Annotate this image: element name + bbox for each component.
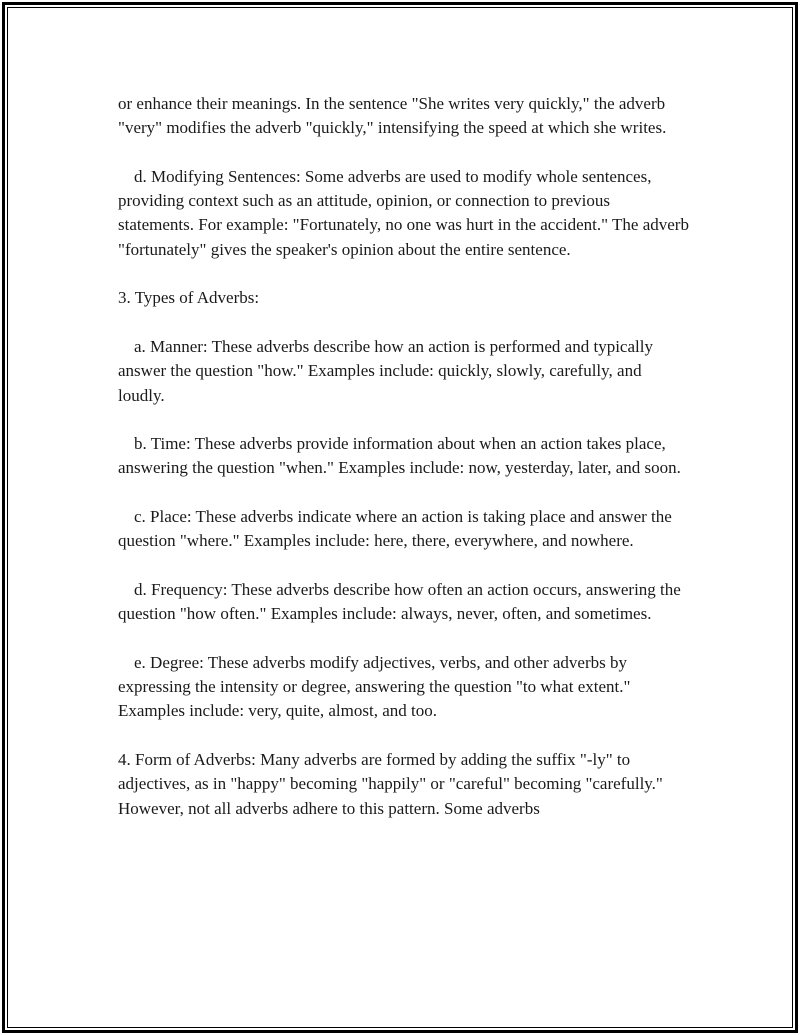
paragraph-frequency: d. Frequency: These adverbs describe how often an action occurs, answering the question "how often." Examples include: always, never, often, and sometimes. — [118, 579, 681, 624]
paragraph-manner: a. Manner: These adverbs describe how an action is performed and typically answer the question "how." Examples include: quickly, slowly, carefully, and loudly. — [118, 336, 653, 405]
paragraph-form-of-adverbs: 4. Form of Adverbs: Many adverbs are formed by adding the suffix "-ly" to adjectives, as in "happy" becoming "happily" or "careful" becoming "carefully." However, not all adverbs adhere to this pattern. Some adverbs — [118, 750, 663, 818]
paragraph-place: c. Place: These adverbs indicate where an action is taking place and answer the question "where." Examples include: here, there, everywhere, and nowhere. — [118, 507, 672, 551]
paragraph-continuation: or enhance their meanings. In the sentence "She writes very quickly," the adverb "very" modifies the adverb "quickly," intensifying the speed at which she writes. — [118, 94, 667, 138]
paragraph-time: b. Time: These adverbs provide information about when an action takes place, answering the question "when." Examples include: now, yesterday, later, and soon. — [118, 434, 681, 478]
paragraph-degree: e. Degree: These adverbs modify adjectives, verbs, and other adverbs by expressing the intensity or degree, answering the question "to what extent." Examples include: very, quite, almost, and too. — [118, 652, 631, 721]
section-heading-types-of-adverbs: 3. Types of Adverbs: — [118, 288, 260, 308]
paragraph-modifying-sentences: d. Modifying Sentences: Some adverbs are used to modify whole sentences, providing context such as an attitude, opinion, or connection to previous statements. For example: "Fortunately, no one was hurt in the accident." The adverb "fortunately" gives the speaker's opinion about the entire sentence. — [118, 166, 689, 259]
document-body — [118, 92, 690, 821]
